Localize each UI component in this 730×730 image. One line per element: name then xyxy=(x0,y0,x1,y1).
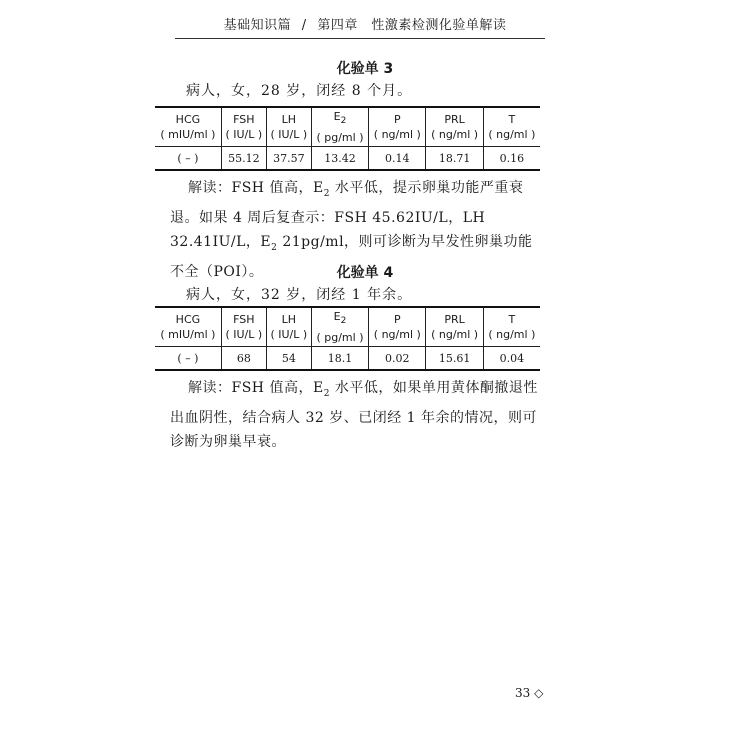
value-lh: 37.57 xyxy=(266,147,311,171)
report-4-interpretation: 解读：FSH 值高，$E_2$ 水平低，如果单用黄体酮撤退性出血阴性，结合病人 32 岁、已闭经 1 年余的情况，则可诊断为卵巢早衰。 xyxy=(170,380,538,450)
col-p: P ( ng/ml ) xyxy=(369,107,426,147)
value-hcg: ( – ) xyxy=(155,147,221,171)
value-prl: 15.61 xyxy=(426,347,483,371)
col-hcg: HCG ( mIU/ml ) xyxy=(155,307,221,347)
diamond-icon: ◇ xyxy=(534,686,544,700)
value-t: 0.04 xyxy=(483,347,540,371)
col-prl: PRL ( ng/ml ) xyxy=(426,307,483,347)
value-fsh: 55.12 xyxy=(221,147,266,171)
col-hcg: HCG ( mIU/ml ) xyxy=(155,107,221,147)
col-t: T ( ng/ml ) xyxy=(483,307,540,347)
value-p: 0.02 xyxy=(369,347,426,371)
running-header xyxy=(0,14,730,38)
col-fsh: FSH ( IU/L ) xyxy=(221,307,266,347)
report-3-table xyxy=(155,106,540,171)
value-prl: 18.71 xyxy=(426,147,483,171)
value-e2: 18.1 xyxy=(311,347,368,371)
col-e2: $E_2$ ( pg/ml ) xyxy=(311,307,368,347)
page-number: 33 ◇ xyxy=(515,686,544,700)
col-t: T ( ng/ml ) xyxy=(483,107,540,147)
col-lh: LH ( IU/L ) xyxy=(266,107,311,147)
col-p: P ( ng/ml ) xyxy=(369,307,426,347)
table-header-row xyxy=(155,107,540,147)
report-3-interpretation: 解读：FSH 值高，$E_2$ 水平低，提示卵巢功能严重衰退。如果 4 周后复查示：FSH 45.62IU/L，LH 32.41IU/L，$E_2$ 21pg/ml，则可诊断为早发性卵巢功能不全（POI）。 xyxy=(170,180,533,280)
header-chapter: 第四章 性激素检测化验单解读 xyxy=(317,18,507,33)
report-3-patient: 病人，女，28 岁，闭经 8 个月。 xyxy=(186,83,413,99)
report-4-table xyxy=(155,306,540,371)
value-lh: 54 xyxy=(266,347,311,371)
col-prl: PRL ( ng/ml ) xyxy=(426,107,483,147)
report-3-title: 化验单 3 xyxy=(336,61,394,77)
report-4-patient: 病人，女，32 岁，闭经 1 年余。 xyxy=(186,287,413,303)
table-row xyxy=(155,147,540,171)
value-fsh: 68 xyxy=(221,347,266,371)
col-lh: LH ( IU/L ) xyxy=(266,307,311,347)
report-4-title: 化验单 4 xyxy=(336,265,394,281)
col-fsh: FSH ( IU/L ) xyxy=(221,107,266,147)
table-header-row xyxy=(155,307,540,347)
header-part: 基础知识篇 xyxy=(223,18,292,33)
value-p: 0.14 xyxy=(369,147,426,171)
value-hcg: ( – ) xyxy=(155,347,221,371)
value-t: 0.16 xyxy=(483,147,540,171)
header-separator: / xyxy=(301,18,307,33)
col-e2: $E_2$ ( pg/ml ) xyxy=(311,107,368,147)
table-row xyxy=(155,347,540,371)
value-e2: 13.42 xyxy=(311,147,368,171)
header-rule xyxy=(175,38,545,39)
